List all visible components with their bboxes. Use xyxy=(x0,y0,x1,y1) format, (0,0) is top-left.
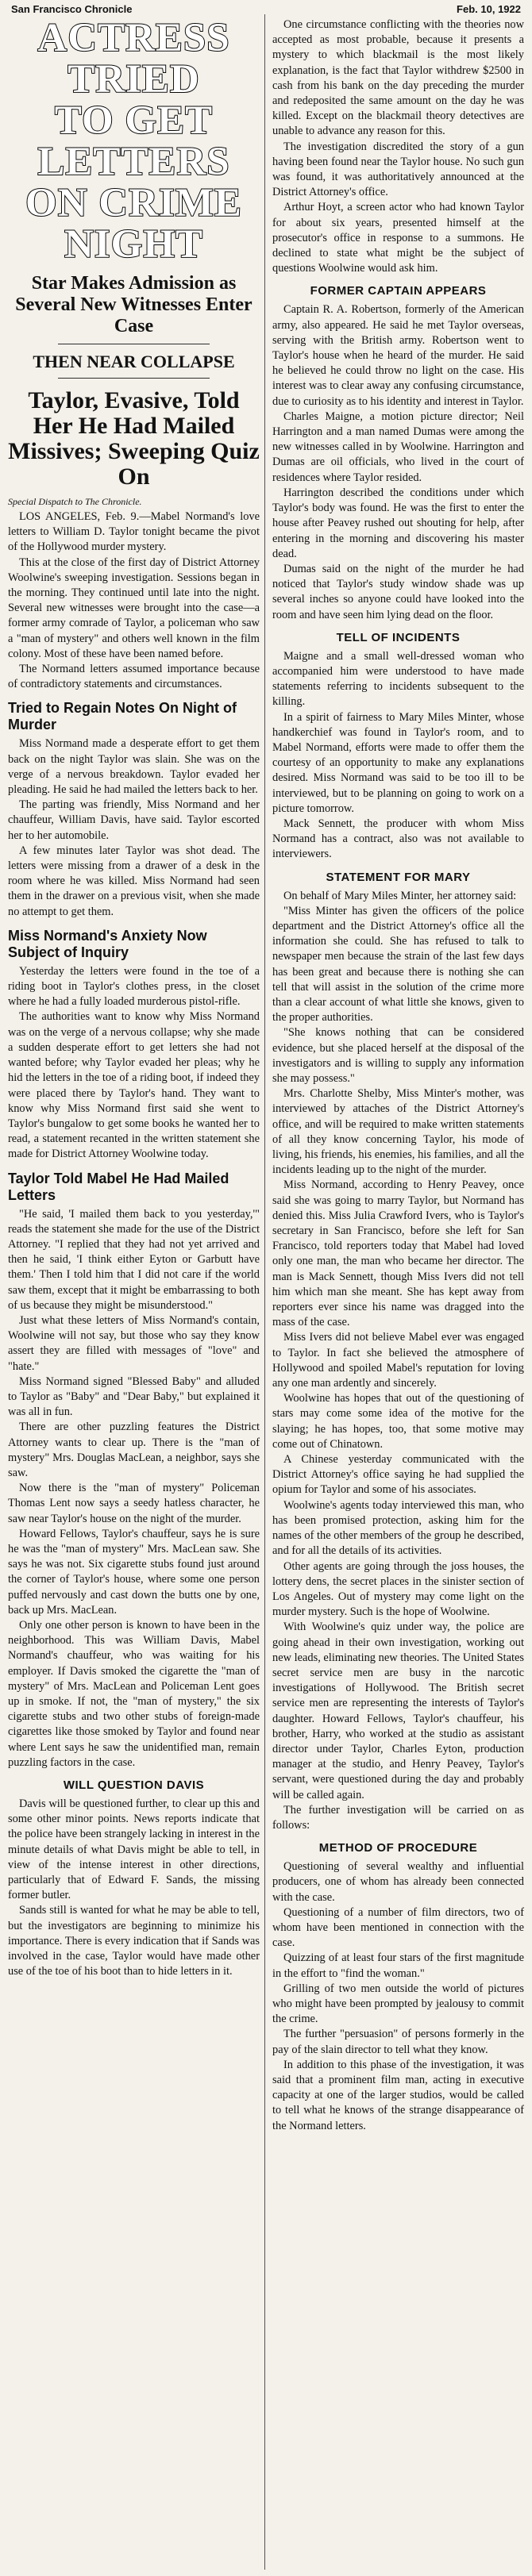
paragraph: On behalf of Mary Miles Minter, her attorney said: xyxy=(283,889,517,902)
section-heading: WILL QUESTION DAVIS xyxy=(63,1778,205,1793)
paragraph: Woolwine's agents today interviewed this man, who has been promised protection, asking him for the names of the other members of the group he described, and for all the details of its activities. xyxy=(272,1498,524,1558)
paragraph: "He said, 'I mailed them back to you yesterday,'" reads the statement she made for the use of the District Attorney. "I replied that they had not yet arrived and then he said, 'I think either Eyton or Garbutt have them.' Then I told him that I did not care if the world saw them, except that it might be embarrassing to both of us because they might be misunderstood." xyxy=(8,1207,260,1312)
paragraph: A Chinese yesterday communicated with the District Attorney's office saying he had supplied the opium for Taylor and some of his associates. xyxy=(272,1453,524,1497)
paragraph: "She knows nothing that can be considered evidence, but she placed herself at the disposal of the investigators and is willing to supply any information she may possess." xyxy=(272,1026,524,1085)
paragraph: Just what these letters of Miss Normand's contain, Woolwine will not say, but those who say they know assert they are filled with messages of "love" and "hate." xyxy=(8,1313,260,1373)
paragraph: The investigation discredited the story of a gun having been found near the Taylor house. No such gun was found, it was authoritatively announced at the District Attorney's office. xyxy=(272,140,524,199)
paragraph: Davis will be questioned further, to clear up this and some other minor points. News reports indicate that the police have been strangely lacking in interest in the minute details of what Davis might be able to tell, in view of the intense interest in other directions, particularly that of Edward F. Sands, the missing former butler. xyxy=(8,1797,260,1902)
paragraph: Yesterday the letters were found in the toe of a riding boot in Taylor's clothes press, in the closet where he had a fully loaded murderous pistol-rifle. xyxy=(8,964,260,1009)
paragraph: The further "persuasion" of persons formerly in the pay of the slain director to tell what they know. xyxy=(272,2028,524,2056)
paragraph: The further investigation will be carried on as follows: xyxy=(272,1803,524,1832)
paragraph: Maigne and a small well-dressed woman who accompanied him were understood to have made statements referring to incidents subsequent to the killing. xyxy=(272,649,524,709)
paragraph: Only one other person is known to have been in the neighborhood. This was William Davis, Mabel Normand's chauffeur, who was waiting for his employer. If Davis smoked the cigarette the "man of mystery" of Mrs. MacLean and Policeman Lent goes up in smoke. If not, the "man of mystery," the six cigarette stubs and two other stubs of foreign-made cigarettes like those smoked by Taylor and found near where Lent says he saw the unidentified man, remain puzzling factors in the case. xyxy=(8,1619,260,1769)
paragraph: The parting was friendly, Miss Normand and her chauffeur, William Davis, have said. Taylor escorted her to her automobile. xyxy=(8,798,260,842)
paragraph: With Woolwine's quiz under way, the police are going ahead in their own investigation, working out new leads, eliminating new theories. The United States secret service men are busy in the narcotic investigations of Hollywood. The British secret service men are representing the interests of Taylor's daughter. Howard Fellows, Taylor's chauffeur, his brother, Harry, who worked at the studio as assistant director under Taylor, Charles Eyton, production manager at the studio, and Henry Peavey, Taylor's servant, were questioned during the day and probably will be called again. xyxy=(272,1621,524,1801)
paragraph: Now there is the "man of mystery" Policeman Thomas Lent now says a seedy hatless character, he saw near Taylor's house on the night of the murder. xyxy=(8,1482,260,1525)
paragraph: Miss Normand, according to Henry Peavey, once said she was going to marry Taylor, but Normand has denied this. Miss Julia Crawford Ivers, who is Taylor's secretary in San Francisco, before she left for San Francisco, told reporters today that Mabel had loved only one man, the man who became her director. The man is Mack Sennett, though Miss Ivers did not tell him which man she meant. She has kept away from reporters ever since his name was dragged into the mass of the case. xyxy=(272,1178,524,1329)
deck-c: Taylor, Evasive, Told Her He Had Mailed Missives; Sweeping Quiz On xyxy=(8,387,260,490)
paragraph: One circumstance conflicting with the theories now accepted as most probable, because it presents a mystery to which blackmail is the most likely explanation, is the fact that Taylor withdrew $2500 in cash from his bank on the day preceding the murder and redeposited the same amount on the day he was killed. Except on the blackmail theory detectives are unable to advance any reason for this. xyxy=(272,18,524,138)
section-heading: FORMER CAPTAIN APPEARS xyxy=(310,284,487,298)
paragraph: Questioning of a number of film directors, two of whom have been mentioned in connection with the case. xyxy=(272,1905,524,1950)
paper-name: San Francisco Chronicle xyxy=(11,3,133,15)
paragraph: Grilling of two men outside the world of pictures who might have been prompted by jealousy to commit the crime. xyxy=(272,1982,524,2026)
paragraph: Harrington described the conditions under which Taylor's body was found. He was the first to enter the house after Peavey rushed out shouting for help, after entering in the morning and discovering his master dead. xyxy=(272,486,524,560)
paragraph: There are other puzzling features the District Attorney wants to clear up. There is the "man of mystery" Mrs. Douglas MacLean, a neighbor, says she saw. xyxy=(8,1421,260,1479)
masthead xyxy=(8,3,524,17)
column-rule xyxy=(264,14,265,2570)
paragraph: Howard Fellows, Taylor's chauffeur, says he is sure he was the "man of mystery" Mrs. MacLean saw. She says he was not. Six cigarette stubs found just around the corner of Taylor's house, where some one person puffed nervously and cast down the butts one by one, back up Mrs. MacLean. xyxy=(8,1527,260,1617)
paragraph: In addition to this phase of the investigation, it was said that a prominent film man, acting in executive capacity at one of the larger studios, would be called to tell what he knows of the strange disappearance of the Normand letters. xyxy=(272,2058,524,2132)
paragraph: Sands still is wanted for what he may be able to tell, but the investigators are beginning to minimize his importance. There is every indication that if Sands was involved in the case, Taylor would have made other use of the toe of his boot than to hide letters in it. xyxy=(8,1904,260,1978)
paragraph: In a spirit of fairness to Mary Miles Minter, whose handkerchief was found in Taylor's room, and to Mabel Normand, efforts were made to offer them the courtesy of an opportunity to make any explanations desired. Miss Normand was said to be too ill to be interviewed, but to be planning on going to work on a picture tomorrow. xyxy=(272,710,524,815)
paragraph: This at the close of the first day of District Attorney Woolwine's sweeping investigation. Sessions began in the morning. They continued until late into the night. Several new witnesses were brought into the case—a former army comrade of Taylor, a policeman who saw a "man of mystery" and others well known in the film colony. Most of these have been named before. xyxy=(8,556,260,660)
section-heading: TELL OF INCIDENTS xyxy=(336,630,461,644)
paragraph: Dumas said on the night of the murder he had noticed that Taylor's study window shade was up several inches so anyone could have looked into the room and have seen him lying dead on the floor. xyxy=(272,562,524,621)
headline-line-3: ON CRIME NIGHT xyxy=(25,181,242,267)
paragraph: Questioning of several wealthy and influential producers, one of whom has already been connected with the case. xyxy=(272,1860,524,1904)
article-columns xyxy=(8,17,524,2573)
subhead: Tried to Regain Notes On Night of Murder xyxy=(8,700,237,733)
paragraph: Captain R. A. Robertson, formerly of the American army, also appeared. He said he met Taylor overseas, serving with the British army. Robertson went to Taylor's house when he heard of the murder. He said he believed he could throw no light on the case. His interest was to clear away any confusing circumstance, due to curiosity as to his identity and interest in Taylor. xyxy=(272,303,524,408)
paragraph: The Normand letters assumed importance because of contradictory statements and circumstances. xyxy=(8,663,260,691)
paragraph: Other agents are going through the joss houses, the lottery dens, the secret places in the sinister section of Los Angeles. Out of mystery may come light on the murder mystery. Such is the hope of Woolwine. xyxy=(272,1559,524,1619)
column-left xyxy=(8,17,260,2573)
paper-date: Feb. 10, 1922 xyxy=(457,3,521,15)
deck-a: Star Makes Admission as Several New Witnesses Enter Case xyxy=(15,273,253,336)
subhead: Miss Normand's Anxiety Now Subject of Inquiry xyxy=(8,927,207,960)
column-right xyxy=(272,17,524,2573)
subhead: Taylor Told Mabel He Had Mailed Letters xyxy=(8,1170,229,1203)
headline-line-1: ACTRESS TRIED xyxy=(37,17,230,102)
paragraph: The authorities want to know why Miss Normand was on the verge of a nervous collapse; why she made a sudden desperate effort to get letters she had not wanted before; why Taylor evaded her pleas; why he hid the letters in the toe of a riding boot, if indeed they were placed there by Taylor's hand. They want to know why Miss Normand first said she went to Taylor's bungalow to get some books he wanted her to read, a statement recanted in the written statement she made for District Attorney Woolwine today. xyxy=(8,1010,260,1161)
paragraph: Arthur Hoyt, a screen actor who had known Taylor for about six years, presented himself at the prosecutor's office in response to a summons. He declined to state what might be the subject of questions Woolwine would ask him. xyxy=(272,201,524,275)
paragraph: Miss Ivers did not believe Mabel ever was engaged to Taylor. In fact she believed the atmosphere of Hollywood and spoiled Mabel's reputation for loving any one man ardently and sincerely. xyxy=(272,1331,524,1390)
deck-b: THEN NEAR COLLAPSE xyxy=(33,352,235,371)
section-heading: STATEMENT FOR MARY xyxy=(326,870,471,884)
paragraph: "Miss Minter has given the officers of the police department and the District Attorney's office all the information she could. She has refused to talk to newspaper men because the strain of the last few days has been great and because there is nothing she can tell that will assist in the solution of the crime more than a clear account of what little she knows, given to the proper authorities. xyxy=(272,904,524,1025)
paragraph: Charles Maigne, a motion picture director; Neil Harrington and a man named Dumas were among the new witnesses called in by Woolwine. Harrington and Dumas are oil officials, who lived in the court of residences where Taylor resided. xyxy=(272,409,524,484)
paragraph: Quizzing of at least four stars of the first magnitude in the effort to "find the woman." xyxy=(272,1951,524,1980)
dateline: Special Dispatch to The Chronicle. xyxy=(8,496,142,507)
paragraph: LOS ANGELES, Feb. 9.—Mabel Normand's love letters to William D. Taylor tonight became the pivot of the Hollywood murder mystery. xyxy=(8,510,260,554)
paragraph: A few minutes later Taylor was shot dead. The letters were missing from a drawer of a desk in the room where he was killed. Miss Normand had seen them in the drawer on a previous visit, when she made no attempt to get them. xyxy=(8,844,260,918)
section-heading: METHOD OF PROCEDURE xyxy=(318,1841,478,1855)
paragraph: Mack Sennett, the producer with whom Miss Normand has a contract, also was not available to interviewers. xyxy=(272,817,524,861)
paragraph: Woolwine has hopes that out of the questioning of stars may come some idea of the motive for the slaying; he has hopes, too, that some motive may come out of Chinatown. xyxy=(272,1392,524,1451)
deck-divider xyxy=(58,378,209,379)
headline xyxy=(8,17,260,265)
paragraph: Miss Normand signed "Blessed Baby" and alluded to Taylor as "Baby" and "Dear Baby," but explained it was all in fun. xyxy=(8,1375,260,1419)
paragraph: Miss Normand made a desperate effort to get them back on the night Taylor was slain. She was on the verge of a nervous breakdown. Taylor evaded her pleading. He said he had mailed the letters back to her. xyxy=(8,737,260,797)
headline-line-2: TO GET LETTERS xyxy=(37,98,230,184)
paragraph: Mrs. Charlotte Shelby, Miss Minter's mother, was interviewed by attaches of the District Attorney's office, and will be required to make written statements of all they know concerning Taylor, his mode of living, his friends, his enemies, his families, and all the incidents leading up to the night of the murder. xyxy=(272,1087,524,1177)
